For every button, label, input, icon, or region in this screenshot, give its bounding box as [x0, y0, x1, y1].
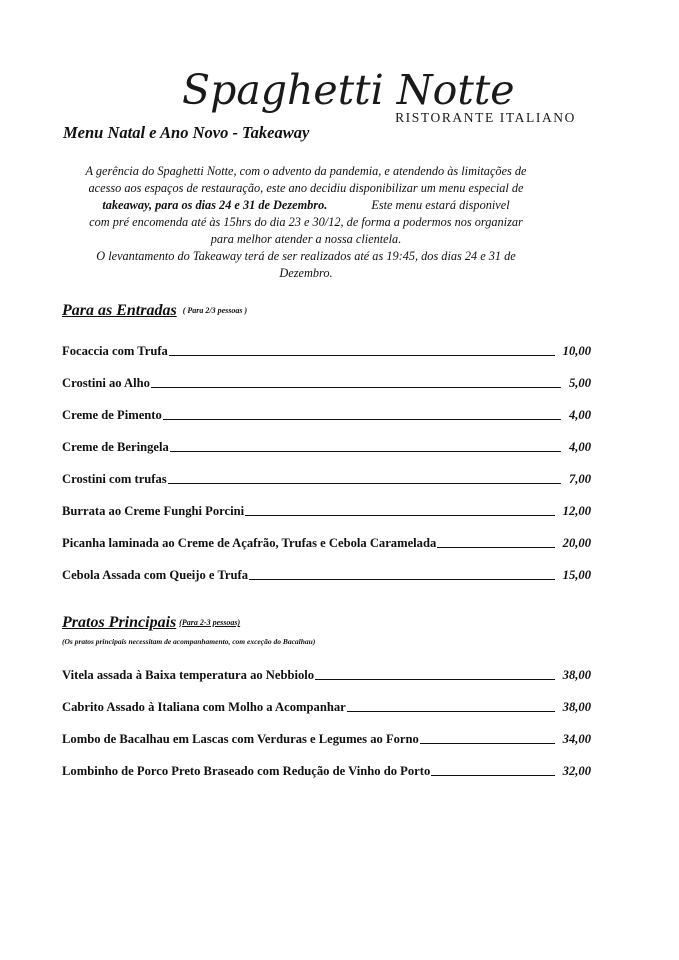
leader-line: [347, 711, 555, 712]
section-title-principais: [62, 614, 240, 632]
menu-item-principal: [62, 699, 591, 715]
leader-line: [170, 451, 561, 452]
intro-line-rest: Este menu estará disponivel: [371, 198, 510, 212]
section-title-text: Pratos Principais: [62, 614, 177, 631]
intro-line: Dezembro.: [279, 266, 333, 280]
menu-item-principal: [62, 763, 591, 779]
menu-title: Menu Natal e Ano Novo - Takeaway: [63, 123, 310, 142]
intro-bold-dates: takeaway, para os dias 24 e 31 de Dezembro.: [102, 198, 328, 212]
item-price: 4,00: [568, 440, 591, 454]
item-price: 7,00: [568, 472, 591, 486]
item-price: 5,00: [568, 376, 591, 390]
leader-line: [245, 515, 555, 516]
item-name: Focaccia com Trufa: [62, 344, 168, 358]
leader-line: [163, 419, 561, 420]
item-name: Burrata ao Creme Funghi Porcini: [62, 504, 245, 518]
item-name: Picanha laminada ao Creme de Açafrão, Trufas e Cebola Caramelada: [62, 536, 437, 550]
item-price: 4,00: [568, 408, 591, 422]
section-note: (Para 2-3 pessoas): [179, 618, 241, 627]
menu-item-principal: [62, 667, 591, 683]
item-price: 12,00: [562, 504, 591, 518]
menu-item-entrada: [62, 343, 591, 359]
intro-line: O levantamento do Takeaway terá de ser realizados até as 19:45, dos dias 24 e 31 de: [96, 249, 516, 263]
menu-item-entrada: [62, 375, 591, 391]
item-price: 38,00: [562, 668, 591, 682]
intro-paragraph: [56, 163, 556, 282]
item-name: Crostini ao Alho: [62, 376, 150, 390]
intro-line: com pré encomenda até às 15hrs do dia 23 e 30/12, de forma a podermos nos organizar: [89, 215, 523, 229]
item-price: 38,00: [562, 700, 591, 714]
restaurant-logo: [182, 68, 582, 128]
section-note: ( Para 2/3 pessoas ): [182, 306, 248, 315]
menu-item-entrada: [62, 503, 591, 519]
item-price: 10,00: [562, 344, 591, 358]
section-subnote: (Os pratos principais necessitam de acompanhamento, com exceção do Bacalhau): [62, 637, 316, 646]
menu-item-entrada: [62, 471, 591, 487]
menu-item-entrada: [62, 535, 591, 551]
item-price: 20,00: [562, 536, 591, 550]
item-name: Crostini com trufas: [62, 472, 167, 486]
item-price: 15,00: [562, 568, 591, 582]
leader-line: [168, 483, 561, 484]
menu-item-principal: [62, 731, 591, 747]
leader-line: [315, 679, 555, 680]
item-name: Vitela assada à Baixa temperatura ao Nebbiolo: [62, 668, 315, 682]
intro-line: A gerência do Spaghetti Notte, com o advento da pandemia, e atendendo às limitações de: [85, 164, 527, 178]
section-title-text: Para as Entradas: [62, 302, 177, 319]
intro-line: para melhor atender a nossa clientela.: [210, 232, 402, 246]
item-price: 32,00: [562, 764, 591, 778]
item-name: Creme de Pimento: [62, 408, 162, 422]
item-name: Lombo de Bacalhau em Lascas com Verduras e Legumes ao Forno: [62, 732, 419, 746]
item-price: 34,00: [562, 732, 591, 746]
leader-line: [431, 775, 555, 776]
leader-line: [420, 743, 555, 744]
logo-wordmark: Spaghetti Notte: [182, 66, 515, 114]
leader-line: [249, 579, 555, 580]
intro-line: acesso aos espaços de restauração, este ano decidiu disponibilizar um menu especial de: [88, 181, 524, 195]
leader-line: [169, 355, 555, 356]
item-name: Lombinho de Porco Preto Braseado com Redução de Vinho do Porto: [62, 764, 431, 778]
leader-line: [437, 547, 555, 548]
section-title-entradas: [62, 302, 247, 320]
intro-line: [56, 197, 556, 214]
item-name: Cabrito Assado à Italiana com Molho a Acompanhar: [62, 700, 346, 714]
menu-item-entrada: [62, 567, 591, 583]
item-name: Creme de Beringela: [62, 440, 169, 454]
logo-tagline: RISTORANTE ITALIANO: [395, 110, 576, 125]
menu-item-entrada: [62, 439, 591, 455]
item-name: Cebola Assada com Queijo e Trufa: [62, 568, 248, 582]
menu-item-entrada: [62, 407, 591, 423]
leader-line: [151, 387, 561, 388]
